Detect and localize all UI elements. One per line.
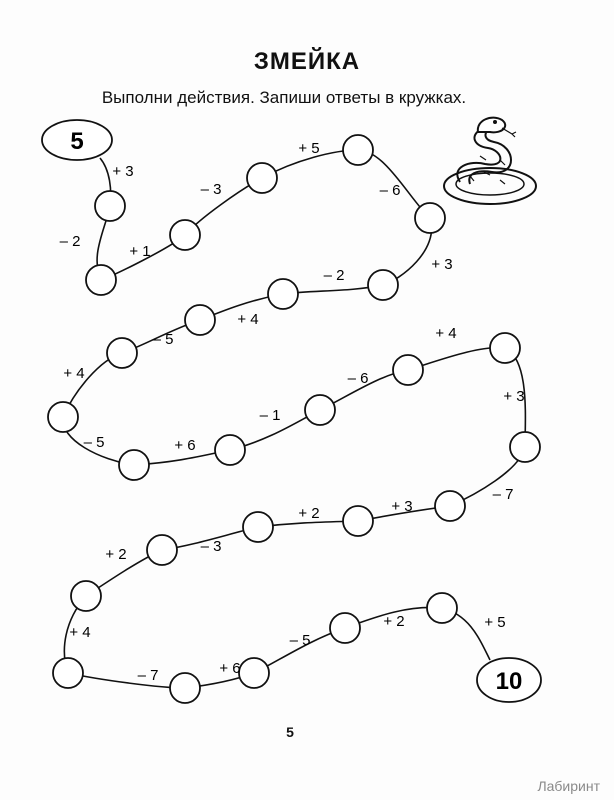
answer-circle[interactable] — [247, 163, 277, 193]
answer-circle[interactable] — [305, 395, 335, 425]
answer-circle[interactable] — [393, 355, 423, 385]
answer-circle[interactable] — [107, 338, 137, 368]
answer-circle[interactable] — [268, 279, 298, 309]
operation-label: + 3 — [431, 256, 453, 273]
answer-circle[interactable] — [510, 432, 540, 462]
answer-circle[interactable] — [368, 270, 398, 300]
operation-label: – 6 — [347, 370, 369, 387]
operation-label: – 2 — [59, 233, 81, 250]
operation-label: – 5 — [289, 632, 311, 649]
operation-label: – 3 — [200, 538, 222, 555]
answer-circle[interactable] — [71, 581, 101, 611]
answer-circle[interactable] — [147, 535, 177, 565]
answer-circle[interactable] — [86, 265, 116, 295]
operation-label: + 5 — [484, 614, 506, 631]
operation-label: – 1 — [259, 407, 281, 424]
answer-circle[interactable] — [48, 402, 78, 432]
answer-circle[interactable] — [119, 450, 149, 480]
operation-label: – 3 — [200, 181, 222, 198]
instruction-text: Выполни действия. Запиши ответы в кружках. — [101, 88, 467, 107]
answer-circle[interactable] — [435, 491, 465, 521]
page-number: 5 — [286, 724, 294, 740]
operation-label: + 2 — [298, 505, 320, 522]
answer-circle[interactable] — [343, 135, 373, 165]
answer-circle[interactable] — [95, 191, 125, 221]
operation-label: + 4 — [69, 624, 91, 641]
operation-label: – 7 — [492, 486, 514, 503]
operation-label: – 7 — [137, 667, 159, 684]
end-value: 10 — [495, 668, 523, 695]
answer-circle[interactable] — [239, 658, 269, 688]
operation-label: – 2 — [323, 267, 345, 284]
answer-circle[interactable] — [490, 333, 520, 363]
answer-circle[interactable] — [343, 506, 373, 536]
answer-circle[interactable] — [53, 658, 83, 688]
operation-label: – 5 — [83, 434, 105, 451]
operation-label: + 3 — [503, 388, 525, 405]
answer-circle[interactable] — [427, 593, 457, 623]
operation-label: – 6 — [379, 182, 401, 199]
labirint-logo-icon: Лабиринт — [537, 778, 600, 794]
operation-label: + 3 — [112, 163, 134, 180]
answer-circle[interactable] — [170, 220, 200, 250]
operation-label: + 2 — [383, 613, 405, 630]
operation-label: + 4 — [435, 325, 457, 342]
operation-label: – 5 — [152, 331, 174, 348]
operation-label: + 4 — [63, 365, 85, 382]
operation-label: + 1 — [129, 243, 151, 260]
operation-label: + 6 — [219, 660, 241, 677]
operation-label: + 5 — [298, 140, 320, 157]
operation-label: + 4 — [237, 311, 259, 328]
operation-label: + 2 — [105, 546, 127, 563]
answer-circle[interactable] — [170, 673, 200, 703]
answer-circle[interactable] — [330, 613, 360, 643]
page-title: ЗМЕЙКА — [253, 48, 361, 75]
operation-label: + 6 — [174, 437, 196, 454]
answer-circle[interactable] — [215, 435, 245, 465]
answer-circle[interactable] — [185, 305, 215, 335]
answer-circle[interactable] — [243, 512, 273, 542]
operation-label: + 3 — [391, 498, 413, 515]
start-value: 5 — [70, 128, 84, 155]
snake-icon — [440, 112, 550, 212]
